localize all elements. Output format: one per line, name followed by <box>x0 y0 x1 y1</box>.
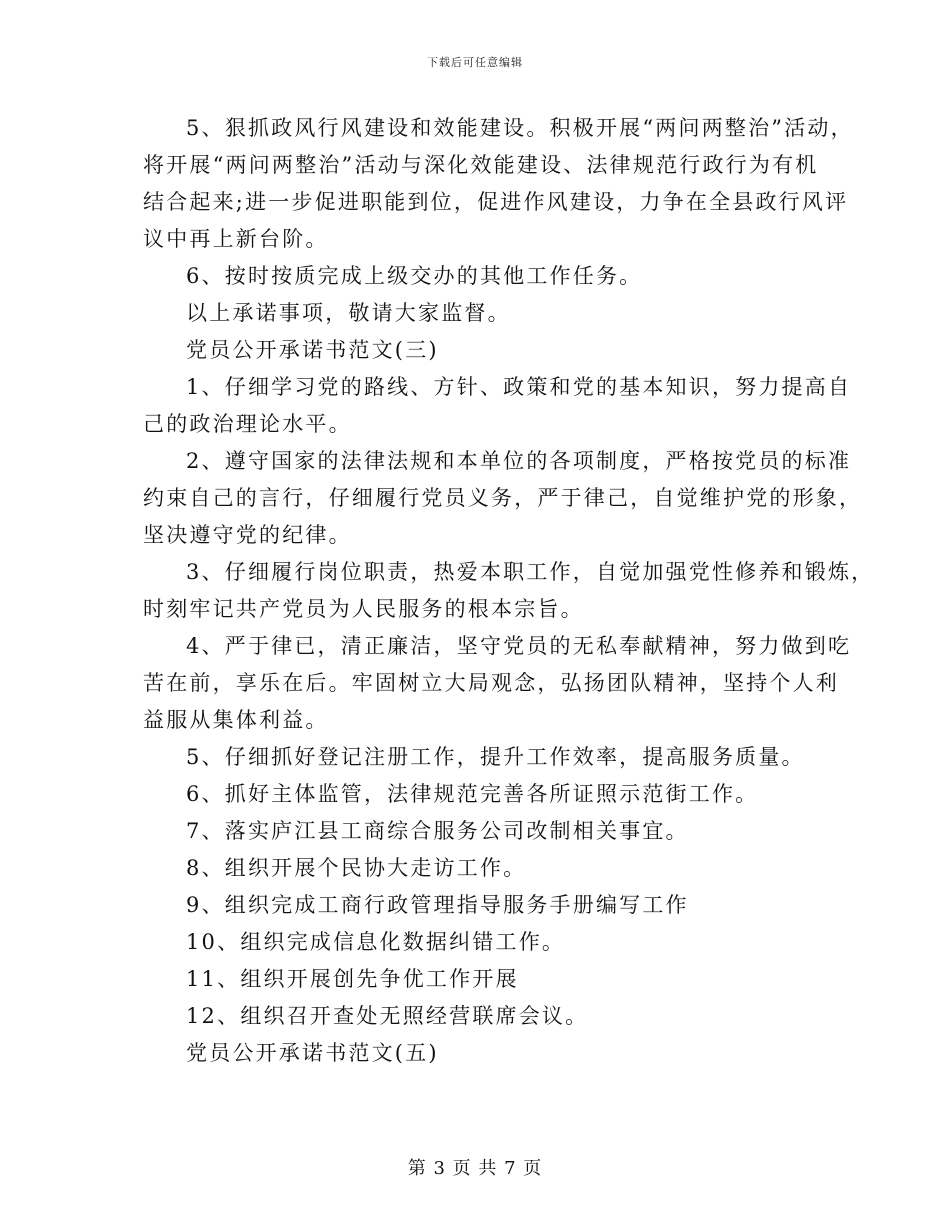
text-line: 11、组织开展创先争优工作开展 <box>186 967 519 991</box>
text-line: 4、严于律已，清正廉洁，坚守党员的无私奉献精神，努力做到吃 <box>186 634 852 658</box>
text-line: 5、仔细抓好登记注册工作，提升工作效率，提高服务质量。 <box>186 745 805 769</box>
page-header: 下载后可任意编辑 <box>427 56 523 69</box>
text-line: 2、遵守国家的法律法规和本单位的各项制度，严格按党员的标准 <box>186 449 852 473</box>
text-line: 己的政治理论水平。 <box>143 412 352 436</box>
text-line: 12、组织召开查处无照经营联席会议。 <box>186 1004 589 1028</box>
text-line: 8、组织开展个民协大走访工作。 <box>186 856 527 880</box>
text-line: 时刻牢记共产党员为人民服务的根本宗旨。 <box>143 597 584 621</box>
text-line: 党员公开承诺书范文(五) <box>186 1041 439 1065</box>
text-line: 1、仔细学习党的路线、方针、政策和党的基本知识，努力提高自 <box>186 375 852 399</box>
text-line: 9、组织完成工商行政管理指导服务手册编写工作 <box>186 893 689 917</box>
text-line: 议中再上新台阶。 <box>143 227 329 251</box>
text-line: 6、按时按质完成上级交办的其他工作任务。 <box>186 264 643 288</box>
text-line: 将开展“两问两整治”活动与深化效能建设、法律规范行政行为有机 <box>143 153 819 177</box>
text-line: 6、抓好主体监管，法律规范完善各所证照示范街工作。 <box>186 782 759 806</box>
text-line: 3、仔细履行岗位职责，热爱本职工作，自觉加强党性修养和锻炼， <box>186 560 875 584</box>
text-line: 苦在前，享乐在后。牢固树立大局观念，弘扬团队精神，坚持个人利 <box>143 671 839 695</box>
text-line: 10、组织完成信息化数据纠错工作。 <box>186 930 566 954</box>
document-body <box>143 110 875 1072</box>
text-line: 7、落实庐江县工商综合服务公司改制相关事宜。 <box>186 819 689 843</box>
text-line: 以上承诺事项，敬请大家监督。 <box>186 301 511 325</box>
text-line: 益服从集体利益。 <box>143 708 329 732</box>
page-footer: 第 3 页 共 7 页 <box>407 1158 543 1179</box>
text-line: 党员公开承诺书范文(三) <box>186 338 439 362</box>
text-line: 结合起来;进一步促进职能到位，促进作风建设，力争在全县政行风评 <box>143 190 849 214</box>
text-line: 约束自己的言行，仔细履行党员义务，严于律己，自觉维护党的形象， <box>143 486 863 510</box>
text-line: 坚决遵守党的纪律。 <box>143 523 352 547</box>
text-line: 5、狠抓政风行风建设和效能建设。积极开展“两问两整治”活动， <box>186 116 854 140</box>
